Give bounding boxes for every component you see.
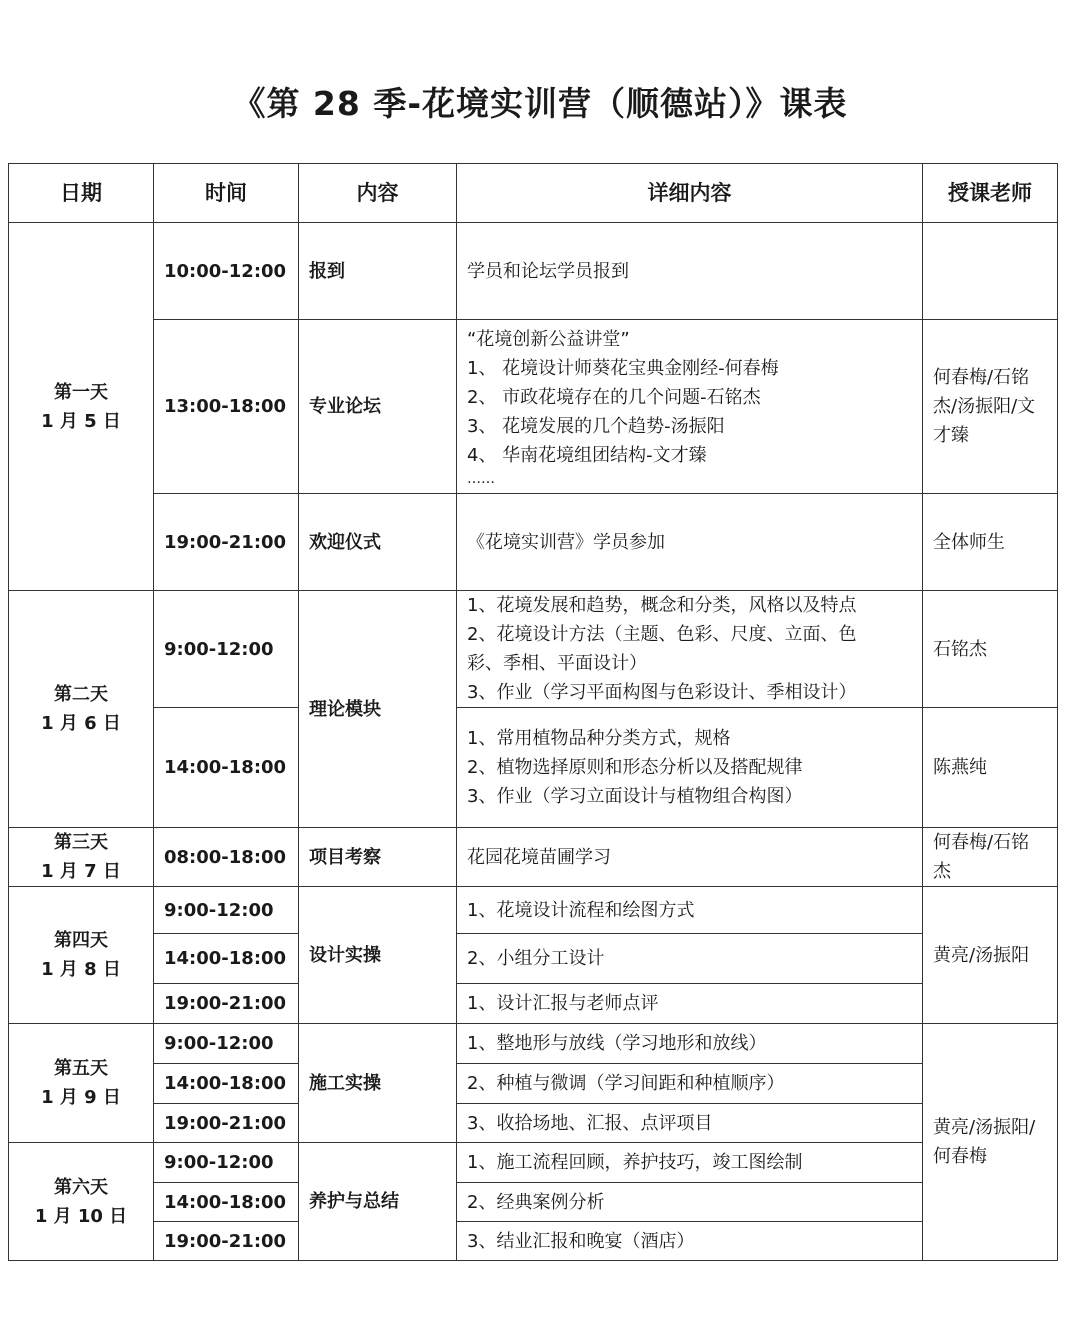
time-cell: 10:00-12:00 (154, 223, 299, 320)
time-cell: 19:00-21:00 (154, 1104, 299, 1143)
teacher-line: 何春梅/石铭 (933, 367, 1030, 388)
table-row (9, 1183, 1058, 1222)
detail-cell: 2、小组分工设计 (457, 934, 923, 984)
time-cell: 19:00-21:00 (154, 984, 299, 1024)
detail-line: 《花境实训营》学员参加 (467, 531, 665, 553)
detail-line: 1、常用植物品种分类方式，规格 (467, 728, 731, 749)
detail-cell (457, 320, 923, 494)
detail-line: …… (467, 471, 495, 487)
header-teacher: 授课老师 (923, 164, 1058, 223)
table-row (9, 1222, 1058, 1261)
detail-line: 2、花境设计方法（主题、色彩、尺度、立面、色 (467, 624, 857, 645)
table-row (9, 1024, 1058, 1064)
date-cell (9, 223, 154, 591)
day-label: 第四天 (54, 930, 108, 951)
page-title: 《第 28 季-花境实训营（顺德站）》课表 (232, 84, 848, 123)
content-cell: 理论模块 (299, 591, 457, 828)
date-label: 1 月 6 日 (41, 713, 121, 734)
table-row (9, 494, 1058, 591)
teacher-line: 何春梅/石铭 (933, 832, 1030, 853)
time-cell: 13:00-18:00 (154, 320, 299, 494)
table-row (9, 828, 1058, 887)
content-cell: 报到 (299, 223, 457, 320)
date-cell (9, 1143, 154, 1261)
date-label: 1 月 7 日 (41, 861, 121, 882)
teacher-cell: 黄亮/汤振阳 (923, 887, 1058, 1024)
detail-cell: 1、施工流程回顾，养护技巧，竣工图绘制 (457, 1143, 923, 1183)
table-row (9, 591, 1058, 708)
detail-cell: 2、种植与微调（学习间距和种植顺序） (457, 1064, 923, 1104)
time-cell: 9:00-12:00 (154, 1024, 299, 1064)
content-cell: 设计实操 (299, 887, 457, 1024)
teacher-line: 黄亮/汤振阳/ (933, 1117, 1036, 1138)
teacher-cell (923, 828, 1058, 887)
teacher-line: 杰 (933, 861, 951, 882)
day-label: 第一天 (54, 381, 108, 403)
time-cell: 9:00-12:00 (154, 591, 299, 708)
teacher-line: 何春梅 (933, 1146, 987, 1167)
detail-line: 彩、季相、平面设计） (467, 653, 647, 674)
teacher-cell (923, 320, 1058, 494)
teacher-cell: 陈燕纯 (923, 708, 1058, 828)
date-cell (9, 828, 154, 887)
table-row (9, 708, 1058, 828)
table-row (9, 934, 1058, 984)
teacher-cell: 石铭杰 (923, 591, 1058, 708)
detail-line: 花园花境苗圃学习 (467, 846, 611, 868)
header-detail: 详细内容 (457, 164, 923, 223)
content-cell: 欢迎仪式 (299, 494, 457, 591)
detail-line: 学员和论坛学员报到 (467, 260, 629, 282)
detail-line: 2、 市政花境存在的几个问题-石铭杰 (467, 387, 761, 408)
date-label: 1 月 10 日 (34, 1205, 128, 1227)
day-label: 第三天 (54, 832, 108, 853)
teacher-cell: 全体师生 (923, 494, 1058, 591)
time-cell: 14:00-18:00 (154, 1183, 299, 1222)
detail-cell (457, 708, 923, 828)
table-row (9, 1064, 1058, 1104)
day-label: 第五天 (54, 1058, 108, 1079)
header-time: 时间 (154, 164, 299, 223)
header-date: 日期 (9, 164, 154, 223)
detail-cell (457, 591, 923, 708)
teacher-cell (923, 223, 1058, 320)
time-cell: 14:00-18:00 (154, 934, 299, 984)
detail-cell (457, 828, 923, 887)
detail-cell (457, 494, 923, 591)
detail-cell (457, 223, 923, 320)
detail-cell: 1、花境设计流程和绘图方式 (457, 887, 923, 934)
teacher-line: 才臻 (933, 425, 969, 446)
table-row (9, 984, 1058, 1024)
detail-cell: 3、收拾场地、汇报、点评项目 (457, 1104, 923, 1143)
teacher-line: 杰/汤振阳/文 (933, 396, 1036, 417)
time-cell: 08:00-18:00 (154, 828, 299, 887)
detail-cell: 1、设计汇报与老师点评 (457, 984, 923, 1024)
time-cell: 9:00-12:00 (154, 887, 299, 934)
content-cell: 养护与总结 (299, 1143, 457, 1261)
detail-line: 1、花境发展和趋势，概念和分类，风格以及特点 (467, 595, 857, 616)
date-label: 1 月 9 日 (41, 1087, 121, 1108)
content-cell: 项目考察 (299, 828, 457, 887)
date-cell (9, 591, 154, 828)
detail-cell: 1、整地形与放线（学习地形和放线） (457, 1024, 923, 1064)
schedule-table (8, 163, 1058, 1261)
table-row (9, 320, 1058, 494)
teacher-cell (923, 1024, 1058, 1261)
time-cell: 14:00-18:00 (154, 708, 299, 828)
header-content: 内容 (299, 164, 457, 223)
table-row (9, 1143, 1058, 1183)
detail-line: 3、作业（学习立面设计与植物组合构图） (467, 786, 803, 807)
date-label: 1 月 5 日 (41, 410, 121, 432)
table-row (9, 223, 1058, 320)
date-cell (9, 887, 154, 1024)
date-cell (9, 1024, 154, 1143)
detail-cell: 2、经典案例分析 (457, 1183, 923, 1222)
detail-line: 3、 花境发展的几个趋势-汤振阳 (467, 416, 725, 437)
content-cell: 专业论坛 (299, 320, 457, 494)
date-label: 1 月 8 日 (41, 959, 121, 980)
detail-line: “花境创新公益讲堂” (467, 329, 630, 350)
time-cell: 14:00-18:00 (154, 1064, 299, 1104)
time-cell: 19:00-21:00 (154, 494, 299, 591)
detail-line: 1、 花境设计师葵花宝典金刚经-何春梅 (467, 358, 779, 379)
day-label: 第二天 (54, 684, 108, 705)
time-cell: 9:00-12:00 (154, 1143, 299, 1183)
detail-line: 2、植物选择原则和形态分析以及搭配规律 (467, 757, 803, 778)
time-cell: 19:00-21:00 (154, 1222, 299, 1261)
detail-line: 4、 华南花境组团结构-文才臻 (467, 445, 707, 466)
content-cell: 施工实操 (299, 1024, 457, 1143)
day-label: 第六天 (54, 1176, 108, 1198)
table-row (9, 887, 1058, 934)
table-row (9, 1104, 1058, 1143)
detail-line: 3、作业（学习平面构图与色彩设计、季相设计） (467, 682, 857, 703)
table-header-row (9, 164, 1058, 223)
detail-cell: 3、结业汇报和晚宴（酒店） (457, 1222, 923, 1261)
